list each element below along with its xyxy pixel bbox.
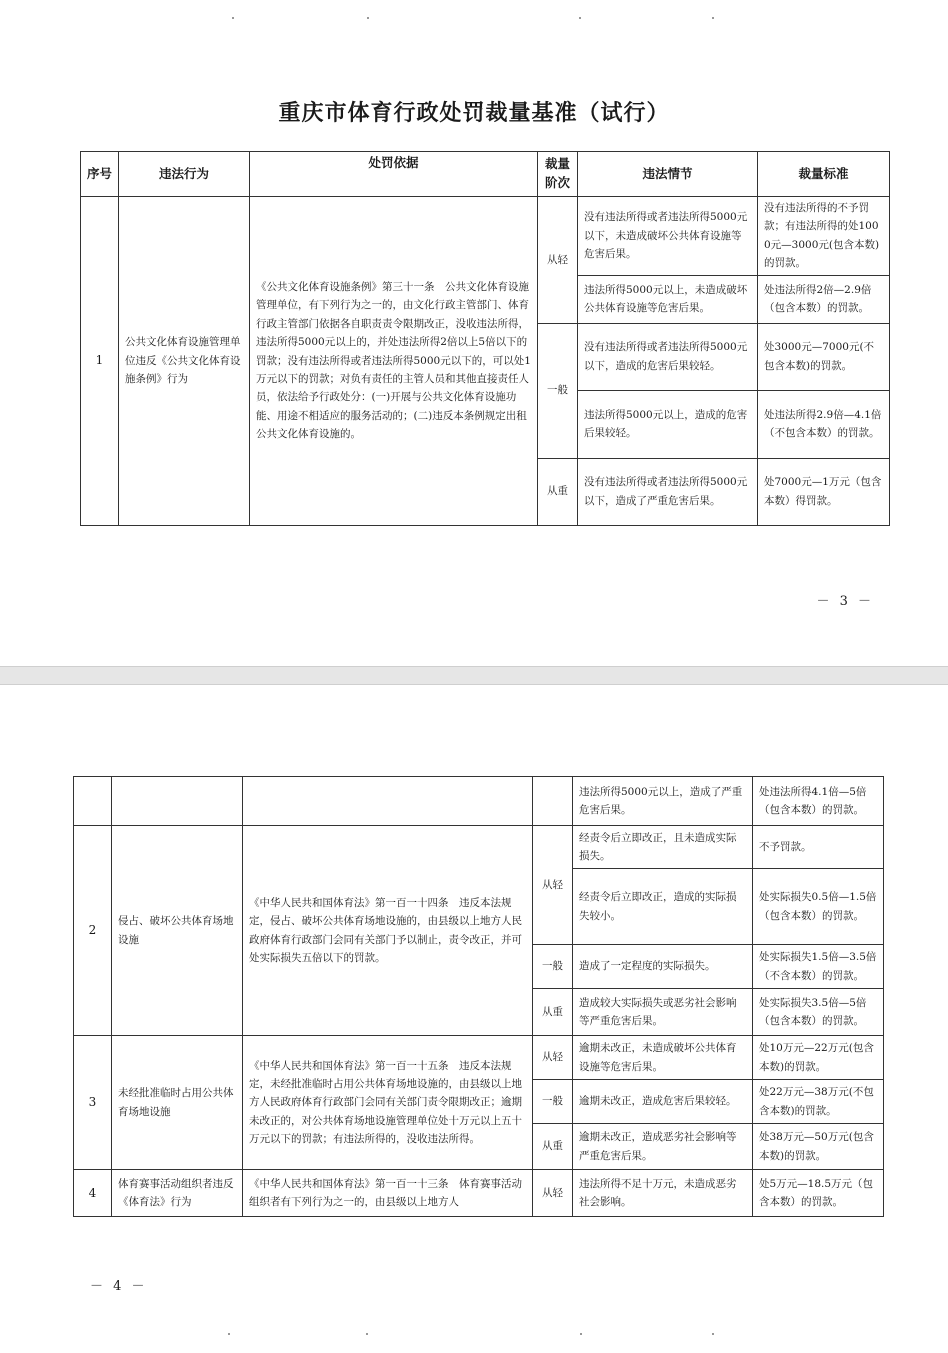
row-standard: 处违法所得2倍—2.9倍（包含本数）的罚款。 (758, 275, 890, 323)
row-level: 从轻 (538, 197, 578, 324)
row-circumstance: 逾期未改正，造成恶劣社会影响等严重危害后果。 (573, 1124, 753, 1170)
document-title: 重庆市体育行政处罚裁量基准（试行） (278, 100, 670, 126)
row-circumstance: 逾期未改正，未造成破坏公共体育设施等危害后果。 (573, 1036, 753, 1080)
row-basis: 《中华人民共和国体育法》第一百一十五条 违反本法规定，未经批准临时占用公共体育场地设施的，由县级以上地方人民政府体育行政部门会同有关部门责令限期改正；逾期未改正的，对公共体育场地设施管理单位处十万元以上五十万元以下的罚款；有违法所得的，没收违法所得。 (243, 1036, 533, 1170)
row-standard: 处38万元—50万元(包含本数)的罚款。 (753, 1124, 884, 1170)
row-seq: 4 (74, 1170, 112, 1217)
row-standard: 处10万元—22万元(包含本数)的罚款。 (753, 1036, 884, 1080)
row-standard: 处实际损失0.5倍—1.5倍（包含本数）的罚款。 (753, 869, 884, 945)
row-standard: 处5万元—18.5万元（包含本数）的罚款。 (753, 1170, 884, 1217)
row-circumstance: 违法所得5000元以上，未造成破坏公共体育设施等危害后果。 (578, 275, 758, 323)
row-standard: 不予罚款。 (753, 826, 884, 869)
row-basis: 《公共文化体育设施条例》第三十一条 公共文化体育设施管理单位，有下列行为之一的，由文化行政主管部门、体育行政主管部门依据各自职责责令限期改正，没收违法所得，违法所得5000元以上的，并处违法所得2倍以上5倍以下的罚款；没有违法所得或者违法所得5000元以下的，可以处1万元以下的罚款；对负有责任的主管人员和其他直接责任人员，依法给予行政处分：(一)开展与公共文化体育设施功能、用途不相适应的服务活动的；(二)违反本条例规定出租公共文化体育设施的。 (250, 197, 538, 526)
row-level: 一般 (533, 945, 573, 989)
table-row (81, 197, 890, 276)
row-standard: 处22万元—38万元(不包含本数)的罚款。 (753, 1080, 884, 1124)
row-violation: 体育赛事活动组织者违反《体育法》行为 (112, 1170, 243, 1217)
table-row (74, 1036, 884, 1080)
table-row (74, 1170, 884, 1217)
table-header-row (81, 152, 890, 197)
page-number: － 4 － (90, 1279, 148, 1294)
header-basis: 处罚依据 (250, 152, 538, 197)
header-circumstance: 违法情节 (578, 152, 758, 197)
row-circumstance: 造成了一定程度的实际损失。 (573, 945, 753, 989)
row-standard: 没有违法所得的不予罚款；有违法所得的处1000元—3000元(包含本数)的罚款。 (758, 197, 890, 276)
row-level (533, 777, 573, 826)
page-4 (0, 684, 948, 1353)
row-level: 从轻 (533, 1170, 573, 1217)
row-circumstance: 逾期未改正，造成危害后果较轻。 (573, 1080, 753, 1124)
row-seq (74, 777, 112, 826)
row-basis (243, 777, 533, 826)
header-seq: 序号 (81, 152, 119, 197)
row-standard: 处实际损失1.5倍—3.5倍（不含本数）的罚款。 (753, 945, 884, 989)
row-circumstance: 造成较大实际损失或恶劣社会影响等严重危害后果。 (573, 989, 753, 1036)
row-level: 从重 (533, 1124, 573, 1170)
penalty-table-page-3 (80, 151, 890, 526)
row-circumstance: 违法所得5000元以上，造成的危害后果较轻。 (578, 390, 758, 458)
row-circumstance: 违法所得5000元以上，造成了严重危害后果。 (573, 777, 753, 826)
row-violation: 未经批准临时占用公共体育场地设施 (112, 1036, 243, 1170)
row-circumstance: 违法所得不足十万元，未造成恶劣社会影响。 (573, 1170, 753, 1217)
row-circumstance: 没有违法所得或者违法所得5000元以下，造成了严重危害后果。 (578, 458, 758, 525)
row-level: 一般 (538, 323, 578, 458)
header-standard: 裁量标准 (758, 152, 890, 197)
row-standard: 处7000元—1万元（包含本数）得罚款。 (758, 458, 890, 525)
row-level: 从轻 (533, 1036, 573, 1080)
page-number: － 3 － (816, 594, 874, 609)
row-seq: 1 (81, 197, 119, 526)
row-level: 从重 (533, 989, 573, 1036)
table-row (74, 777, 884, 826)
row-level: 从重 (538, 458, 578, 525)
row-violation: 侵占、破坏公共体育场地设施 (112, 826, 243, 1036)
table-row (74, 826, 884, 869)
row-level: 从轻 (533, 826, 573, 945)
row-circumstance: 经责令后立即改正，且未造成实际损失。 (573, 826, 753, 869)
row-violation (112, 777, 243, 826)
row-standard: 处违法所得4.1倍—5倍（包含本数）的罚款。 (753, 777, 884, 826)
row-level: 一般 (533, 1080, 573, 1124)
row-circumstance: 经责令后立即改正，造成的实际损失较小。 (573, 869, 753, 945)
row-seq: 2 (74, 826, 112, 1036)
page-3 (0, 0, 948, 667)
row-standard: 处实际损失3.5倍—5倍（包含本数）的罚款。 (753, 989, 884, 1036)
header-violation: 违法行为 (119, 152, 250, 197)
row-basis: 《中华人民共和国体育法》第一百一十四条 违反本法规定，侵占、破坏公共体育场地设施的，由县级以上地方人民政府体育行政部门会同有关部门予以制止，责令改正，并可处实际损失五倍以下的罚款。 (243, 826, 533, 1036)
header-level: 裁量阶次 (538, 152, 578, 197)
row-circumstance: 没有违法所得或者违法所得5000元以下，造成的危害后果较轻。 (578, 323, 758, 390)
row-standard: 处3000元—7000元(不包含本数)的罚款。 (758, 323, 890, 390)
penalty-table-page-4 (73, 776, 884, 1217)
row-basis: 《中华人民共和国体育法》第一百一十三条 体育赛事活动组织者有下列行为之一的，由县级以上地方人 (243, 1170, 533, 1217)
row-seq: 3 (74, 1036, 112, 1170)
row-circumstance: 没有违法所得或者违法所得5000元以下，未造成破坏公共体育设施等危害后果。 (578, 197, 758, 276)
row-violation: 公共文化体育设施管理单位违反《公共文化体育设施条例》行为 (119, 197, 250, 526)
row-standard: 处违法所得2.9倍—4.1倍（不包含本数）的罚款。 (758, 390, 890, 458)
